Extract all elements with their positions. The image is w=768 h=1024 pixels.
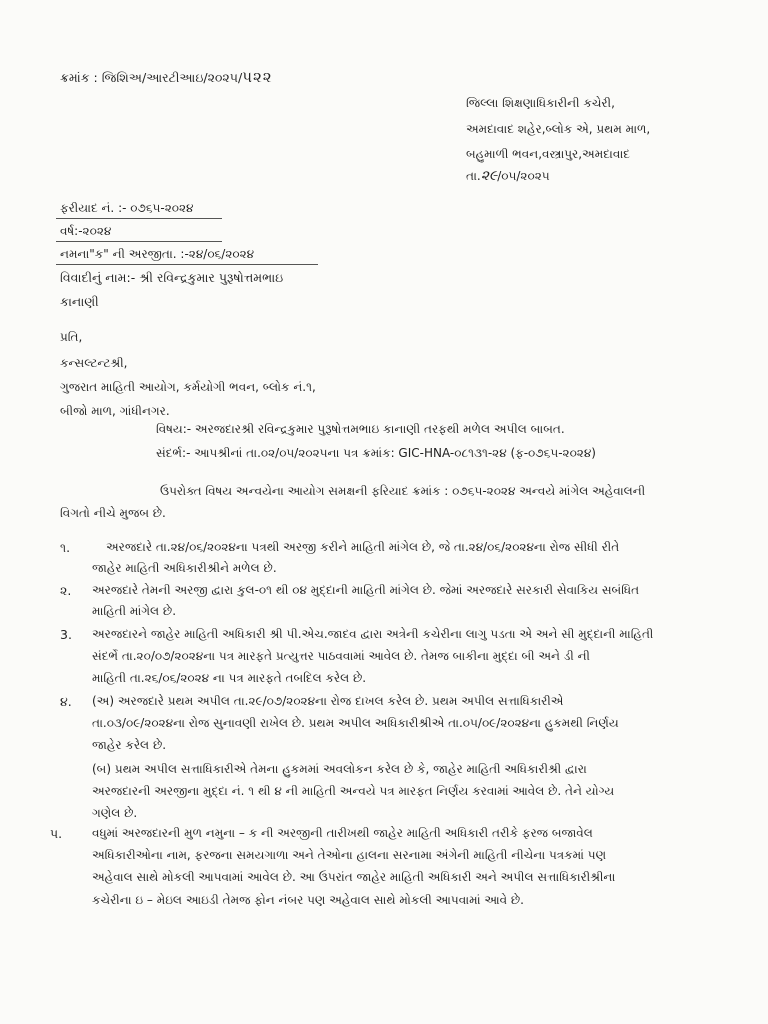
item-5-line-2: અધિકારીઓના નામ, ફરજના સમયગાળા અને તેઓના હાલના સરનામા અંગેની માહિતી નીચેના પત્રકમાં પણ [92, 848, 607, 862]
item-5-line-4: કચેરીના ઇ – મેઇલ આઇડી તેમજ ફોન નંબર પણ અહેવાલ સાથે મોકલી આપવામાં આવે છે. [92, 893, 524, 907]
divider [56, 241, 222, 242]
item-4-line-1: (અ) અરજદારે પ્રથમ અપીલ તા.૨૯/૦૭/૨૦૨૪ના રોજ દાખલ કરેલ છે. પ્રથમ અપીલ સત્તાધિકારીએ [92, 694, 564, 708]
complaint-number: ફરીયાદ નં. :- ૦૭૬૫-૨૦૨૪ [60, 201, 194, 215]
handwritten-reference-number: પ૨૨ [242, 68, 273, 86]
reference-number [60, 68, 273, 86]
item-5-line-1: વધુમાં અરજદારની મુળ નમુના – ક ની અરજીની તારીખથી જાહેર માહિતી અધિકારી તરીકે ફરજ બજાવેલ [92, 826, 593, 840]
subject-line: વિષય:- અરજદારશ્રી રવિન્દ્રકુમાર પુરૂષોત્તમભાઇ કાનાણી તરફથી મળેલ અપીલ બાબત. [156, 422, 565, 436]
item-1-line-2: જાહેર માહિતી અધિકારીશ્રીને મળેલ છે. [92, 561, 277, 575]
item-number: પ. [50, 826, 63, 841]
divider [56, 218, 222, 219]
recipient-line-1: કન્સલ્ટન્ટશ્રી, [60, 356, 128, 370]
item-2-line-1: અરજદારે તેમની અરજી દ્વારા કુલ-૦૧ થી ૦૪ મુદ્દાની માહિતી માંગેલ છે. જેમાં અરજદારે સરકારી સેવાકિય સબંધિત [92, 583, 640, 597]
handwritten-date-day: ૨૯ [480, 168, 498, 184]
disputant-name: વિવાદીનું નામ:- શ્રી રવિન્દ્રકુમાર પુરૂષોત્તમભાઇ [60, 270, 284, 285]
recipient-line-3: બીજો માળ, ગાંધીનગર. [60, 404, 170, 418]
item-number: ૪. [60, 694, 72, 709]
complaint-year: વર્ષ:-૨૦૨૪ [60, 224, 112, 238]
office-address-line-3: બહુમાળી ભવન,વસ્ત્રાપુર,અમદાવાદ [466, 147, 630, 161]
item-2-line-2: માહિતી માંગેલ છે. [92, 604, 177, 618]
divider [56, 264, 318, 265]
item-4-line-3: જાહેર કરેલ છે. [92, 738, 167, 752]
date-suffix: /૦૫/૨૦૨૫ [497, 169, 550, 183]
item-4-line-4: (બ) પ્રથમ અપીલ સત્તાધિકારીએ તેમના હુકમમાં અવલોકન કરેલ છે કે, જાહેર માહિતી અધિકારીશ્રી દ્વારા [92, 762, 587, 776]
date-prefix: તા. [466, 169, 481, 183]
office-address-line-2: અમદાવાદ શહેર,બ્લોક એ, પ્રથમ માળ, [466, 122, 651, 136]
item-3-line-1: અરજદારને જાહેર માહિતી અધિકારી શ્રી પી.એચ.જાદવ દ્વારા અત્રેની કચેરીના લાગુ પડતા એ અને સી મુદ્દાની માહિતી [92, 627, 654, 641]
reference-line: સંદર્ભ:- આપશ્રીનાં તા.૦૨/૦૫/૨૦૨૫ના પત્ર ક્રમાંક: GIC-HNA-૦૮૧૩૧-૨૪ (ફ-૦૭૬૫-૨૦૨૪) [156, 446, 596, 460]
recipient-line-2: ગુજરાત માહિતી આયોગ, કર્મયોગી ભવન, બ્લોક નં.૧, [60, 380, 316, 394]
item-3-line-2: સંદર્ભે તા.૨૦/૦૭/૨૦૨૪ના પત્ર મારફતે પ્રત્યુત્તર પાઠવવામાં આવેલ છે. તેમજ બાકીના મુદ્દા બી અને ડી ની [92, 649, 590, 663]
recipient-to: પ્રતિ, [60, 330, 83, 344]
item-3-line-3: માહિતી તા.૨૬/૦૬/૨૦૨૪ ના પત્ર મારફતે તબદિલ કરેલ છે. [92, 671, 367, 685]
item-4-line-5: અરજદારની અરજીના મુદ્દા નં. ૧ થી ૪ ની માહિતી અન્વયે પત્ર મારફત નિર્ણય કરવામાં આવેલ છે. તેને યોગ્ય [92, 784, 615, 798]
item-4-line-6: ગણેલ છે. [92, 806, 138, 820]
item-number: 3. [60, 627, 72, 642]
application-date: નમના"ક" ની અરજીતા. :-૨૪/૦૬/૨૦૨૪ [60, 247, 255, 261]
office-address-line-1: જિલ્લા શિક્ષણાધિકારીની કચેરી, [466, 96, 615, 110]
item-number: ૨. [60, 583, 72, 598]
item-5-line-3: અહેવાલ સાથે મોકલી આપવામાં આવેલ છે. આ ઉપરાંત જાહેર માહિતી અધિકારી અને અપીલ સત્તાધિકારીશ્રીના [92, 870, 616, 884]
item-1-line-1: અરજદારે તા.૨૪/૦૬/૨૦૨૪ના પત્રથી અરજી કરીને માહિતી માંગેલ છે, જે તા.૨૪/૦૬/૨૦૨૪ના રોજ સીધી રીતે [106, 540, 620, 554]
reference-number-text: ક્રમાંક : જિશિઅ/આરટીઆઇ/૨૦૨૫/ [60, 70, 243, 85]
item-number: ૧. [60, 540, 71, 555]
disputant-name-cont: કાનાણી [60, 294, 99, 309]
intro-line-1: ઉપરોક્ત વિષય અન્વયેના આયોગ સમક્ષની ફરિયાદ ક્રમાંક : ૦૭૬૫-૨૦૨૪ અન્વયે માંગેલ અહેવાલની [160, 484, 646, 498]
item-4-line-2: તા.૦૩/૦૯/૨૦૨૪ના રોજ સુનાવણી રાખેલ છે. પ્રથમ અપીલ અધિકારીશ્રીએ તા.૦૫/૦૯/૨૦૨૪ના હુકમથી નિર્ણય [92, 716, 619, 730]
intro-line-2: વિગતો નીચે મુજબ છે. [60, 506, 166, 520]
letter-date [466, 168, 550, 184]
